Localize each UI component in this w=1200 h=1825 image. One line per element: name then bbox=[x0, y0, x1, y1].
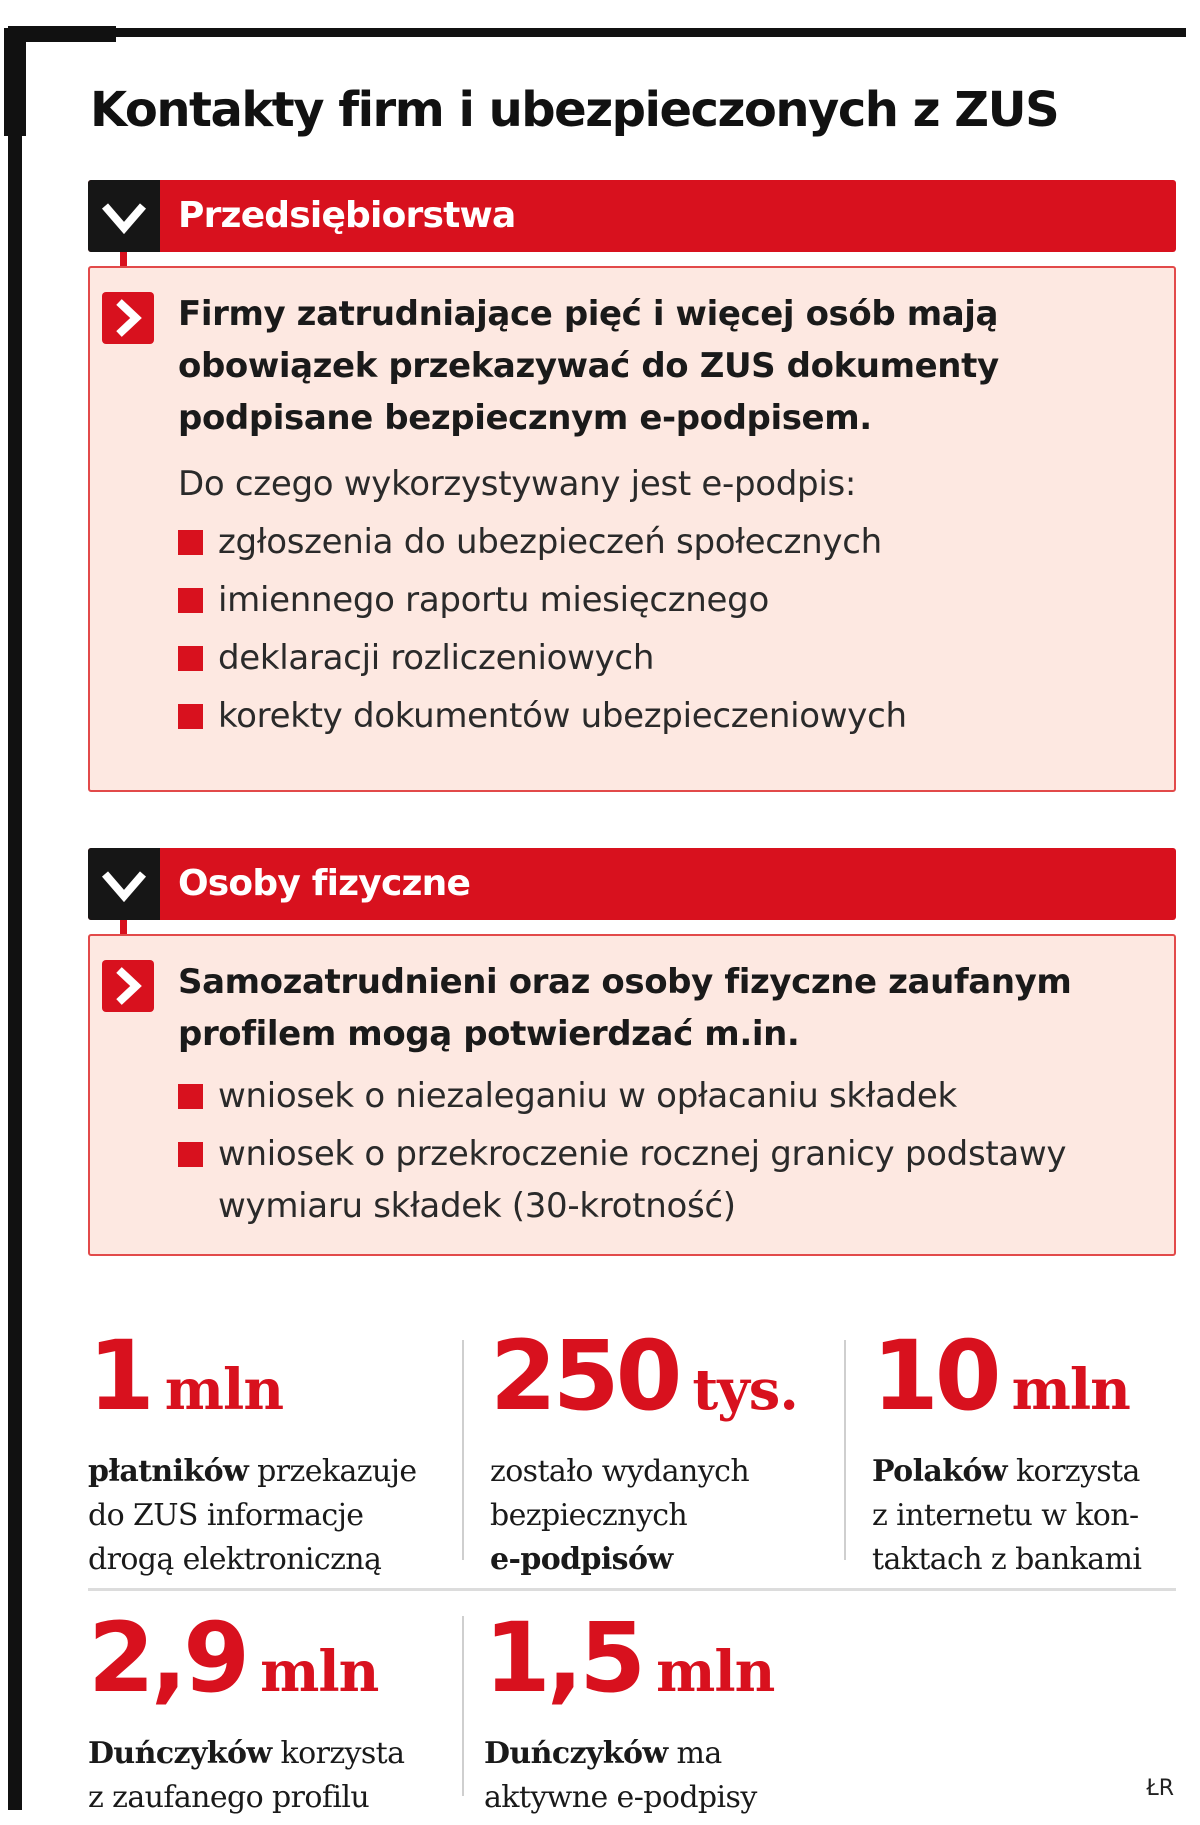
lead-text: Firmy zatrudniające pięć i więcej osób mają obowiązek przekazywać do ZUS dokumenty podpisane bezpiecznym e-podpisem. bbox=[178, 294, 999, 438]
bullet-square-icon bbox=[178, 704, 203, 729]
lead-text: Samozatrudnieni oraz osoby fizyczne zaufanym profilem mogą potwierdzać m.in. bbox=[178, 962, 1072, 1054]
frame-left-rule bbox=[8, 28, 22, 1810]
stat-description: Duńczyków korzysta z zaufanego profilu bbox=[88, 1736, 405, 1815]
section-header-osoby-fizyczne bbox=[88, 848, 1176, 920]
column-divider bbox=[844, 1340, 846, 1560]
frame-top-rule bbox=[8, 28, 1186, 37]
section-title: Osoby fizyczne bbox=[178, 863, 471, 904]
intro-text: Do czego wykorzystywany jest e-podpis: bbox=[178, 464, 857, 504]
list-item: deklaracji rozliczeniowych bbox=[178, 632, 1178, 684]
stat-number: 250 tys. bbox=[490, 1320, 798, 1432]
chevron-down-icon bbox=[88, 848, 160, 920]
stat-e-podpisy bbox=[490, 1320, 798, 1582]
stat-description: zostało wydanych bezpiecznych e-podpisów bbox=[490, 1454, 750, 1577]
list-item: imiennego raportu miesięcznego bbox=[178, 574, 1178, 626]
frame-left-cap bbox=[4, 28, 26, 136]
row-divider bbox=[88, 1588, 1176, 1591]
stat-number: 1 mln bbox=[88, 1320, 284, 1432]
stat-dunczycy-podpisy bbox=[484, 1602, 775, 1820]
chevron-right-icon bbox=[102, 960, 154, 1012]
section-box-osoby-fizyczne bbox=[88, 934, 1176, 1256]
section-header-przedsiebiorstwa bbox=[88, 180, 1176, 252]
stat-number: 10 mln bbox=[872, 1320, 1130, 1432]
bullet-square-icon bbox=[178, 646, 203, 671]
author-credit: ŁR bbox=[1146, 1776, 1174, 1801]
stat-description: Duńczyków ma aktywne e-podpisy bbox=[484, 1736, 757, 1815]
chevron-right-icon bbox=[102, 292, 154, 344]
header-connector bbox=[120, 920, 127, 934]
stat-description: płatników przekazuje do ZUS informacje drogą elektroniczną bbox=[88, 1454, 417, 1577]
column-divider bbox=[462, 1616, 464, 1796]
stat-number: 2,9 mln bbox=[88, 1602, 379, 1714]
section-title: Przedsiębiorstwa bbox=[178, 195, 516, 236]
column-divider bbox=[462, 1340, 464, 1560]
page-title: Kontakty firm i ubezpieczonych z ZUS bbox=[90, 82, 1059, 138]
stat-description: Polaków korzysta z internetu w kon- taktach z bankami bbox=[872, 1454, 1142, 1577]
header-connector bbox=[120, 252, 127, 266]
stat-dunczycy-profil bbox=[88, 1602, 405, 1820]
list-item: wniosek o przekroczenie rocznej granicy podstawy wymiaru składek (30-krotność) bbox=[178, 1128, 1178, 1232]
bullet-square-icon bbox=[178, 1142, 203, 1167]
chevron-down-icon bbox=[88, 180, 160, 252]
bullet-square-icon bbox=[178, 588, 203, 613]
section-box-przedsiebiorstwa bbox=[88, 266, 1176, 792]
bullet-square-icon bbox=[178, 530, 203, 555]
list-item: wniosek o niezaleganiu w opłacaniu składek bbox=[178, 1070, 1178, 1122]
stat-polacy bbox=[872, 1320, 1142, 1582]
list-item: zgłoszenia do ubezpieczeń społecznych bbox=[178, 516, 1178, 568]
list-item: korekty dokumentów ubezpieczeniowych bbox=[178, 690, 1178, 742]
stat-platnicy bbox=[88, 1320, 417, 1582]
bullet-square-icon bbox=[178, 1084, 203, 1109]
stat-number: 1,5 mln bbox=[484, 1602, 775, 1714]
